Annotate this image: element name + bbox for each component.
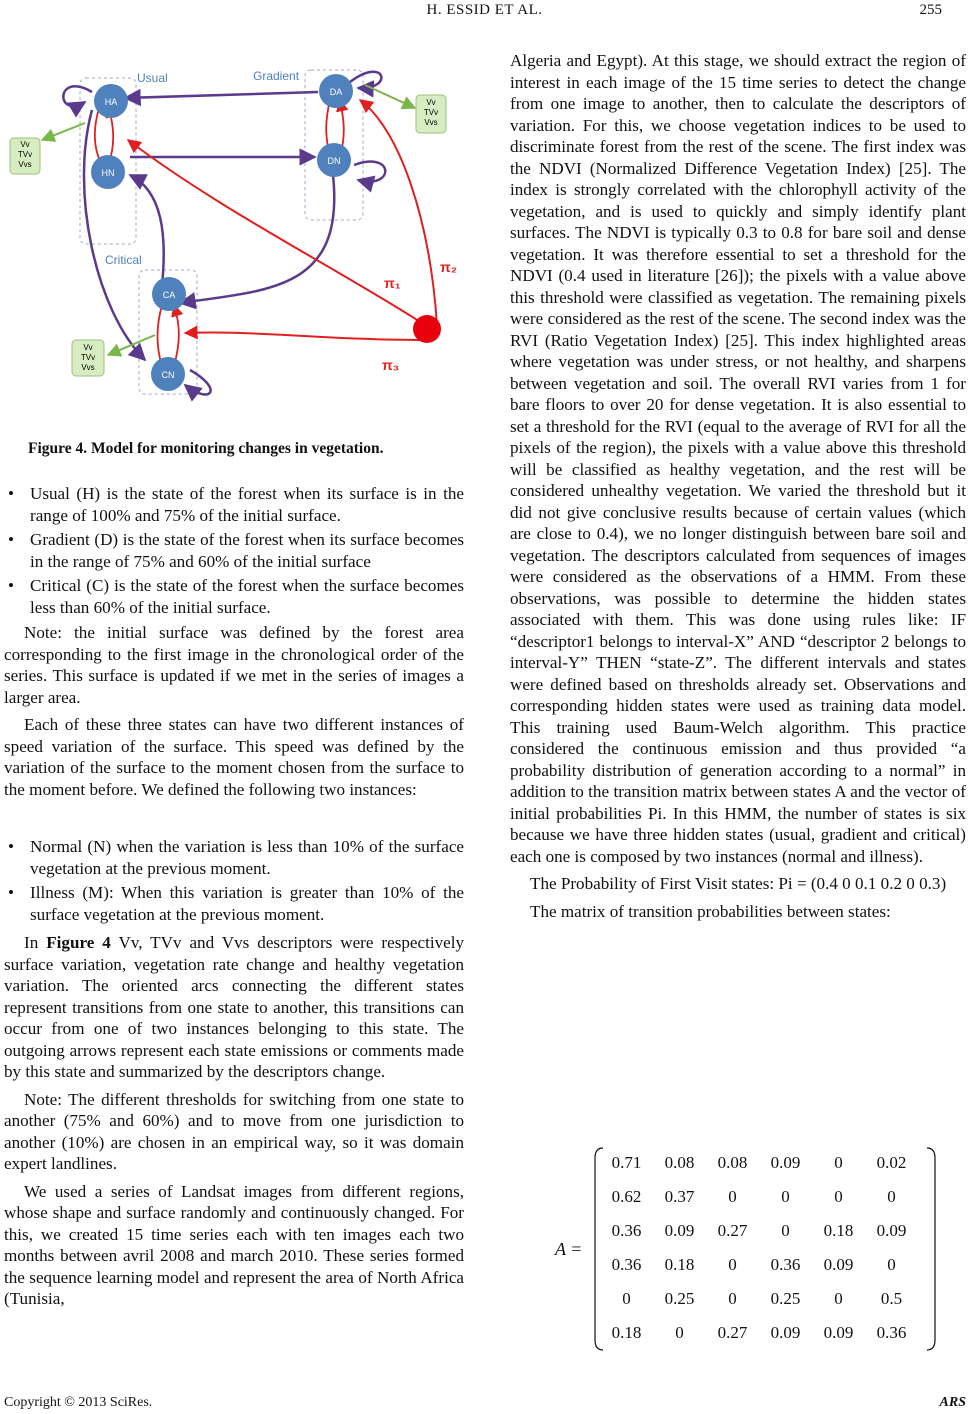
- matrix-row: [600, 1248, 918, 1282]
- list-item: • Usual (H) is the state of the forest when its surface is in the range of 100% and 75% of the initial surface.: [4, 483, 464, 526]
- cn-obs-arrow: [108, 335, 155, 355]
- matrix-row: [600, 1180, 918, 1214]
- matrix-cell: 0.27: [717, 1323, 748, 1342]
- svg-text:Vv: Vv: [83, 343, 93, 352]
- paragraph: The matrix of transition probabilities between states:: [530, 901, 891, 921]
- svg-text:DN: DN: [327, 156, 341, 166]
- matrix-cell: 0.25: [664, 1289, 695, 1308]
- matrix-row: [600, 1316, 918, 1350]
- node-ca: [152, 277, 186, 311]
- svg-text:CA: CA: [162, 290, 176, 300]
- cn-self-loop: [185, 370, 211, 394]
- svg-text:TVv: TVv: [80, 353, 96, 362]
- list-item: • Normal (N) when the variation is less than 10% of the surface vegetation at the previous moment.: [4, 836, 464, 879]
- matrix-cell: 0.09: [664, 1221, 695, 1240]
- figure-reference: Figure 4: [46, 933, 111, 952]
- matrix-cell: 0.37: [664, 1187, 695, 1206]
- paragraph: Algeria and Egypt). At this stage, we should extract the region of interest in each image of the 15 time series to detect the change from one image to another, then to calculate the descriptors of variation. For this, we choose vegetation indices to be used to discriminate forest from the rest of the scene. The first index was the NDVI (Normalized Difference Vegetation Index) [25]. The index is strongly correlated with the chlorophyll activity of the vegetation, and is used to quickly and simply identify plant surfaces. The NDVI is typically 0.3 to 0.8 for bare soil and dense vegetation. It was therefore essential to set a threshold for the NDVI (0.4 used in literature [26]); the pixels with a value above this threshold were classified as vegetation. The remaining pixels were considered as the rest of the scene. The second index was the RVI (Ratio Vegetation Index) [25]. This index highlighted areas where vegetation was under stress, or not healthy, and sharpens between vegetation and soil. The overall RVI varies from 1 for bare floors to over 20 for dense vegetation. It is also essential to set a threshold for the RVI (equal to the average of RVI for all the pixels of the region), the pixels with a value above this threshold will be classified as healthy vegetation, and the rest will be considered unhealthy vegetation. We varied the threshold but it did not give conclusive results because of certain values (which are close to 0.4), we no longer distinguish between bare soil and vegetation. The descriptors calculated from sequences of images were considered as the observations of a HMM. From these observations, was possible to determine the hidden states associated with them. This was done using rules like: IF “descriptor1 belongs to interval-X” AND “descriptor 2 belongs to interval-Y” THEN “state-Z”. The different intervals and states were defined based on thresholds already set. Observations and corresponding hidden states were used as training data model. This training used Baum-Welch algorithm. This practice considered the continuous emission and thus provided “a probability distribution of generation according to a normal” in addition to the transition matrix between states A and the vector of initial probabilities Pi. In this HMM, the number of states is six because we have three hidden states (usual, gradient and critical) each one is composed by two instances (normal and illness).: [510, 51, 966, 866]
- right-column: [510, 50, 966, 922]
- state-definitions-list: [4, 483, 464, 621]
- pi1-label: π₁: [384, 275, 401, 291]
- matrix-cell: 0: [834, 1153, 843, 1172]
- node-dn: [317, 143, 351, 177]
- svg-text:Vv: Vv: [426, 98, 436, 107]
- matrix-cell: 0.09: [876, 1221, 907, 1240]
- dn-to-ca-arc: [180, 175, 334, 303]
- usual-label: Usual: [137, 71, 168, 85]
- matrix-cell: 0: [834, 1187, 843, 1206]
- node-da: [319, 74, 353, 108]
- matrix-cell: 0: [728, 1255, 737, 1274]
- instance-definitions-list: [4, 836, 464, 928]
- transition-matrix: [555, 1146, 925, 1352]
- da-obs-arrow: [365, 85, 415, 108]
- matrix-cell: 0.36: [876, 1323, 907, 1342]
- start-node: [413, 315, 441, 343]
- matrix-row: [600, 1146, 918, 1180]
- page-number: 255: [919, 2, 942, 18]
- matrix-label: A =: [555, 1239, 583, 1259]
- left-col-note: [4, 622, 464, 800]
- journal-abbrev: ARS: [939, 1395, 966, 1410]
- svg-text:HN: HN: [101, 168, 115, 178]
- list-item: • Critical (C) is the state of the forest when the surface becomes less than 60% of the initial surface.: [4, 575, 464, 618]
- matrix-cell: 0.18: [823, 1221, 854, 1240]
- matrix-cell: 0: [887, 1187, 896, 1206]
- svg-text:Vvs: Vvs: [81, 363, 95, 372]
- matrix-cell: 0: [834, 1289, 843, 1308]
- ha-self-loop: [63, 86, 92, 106]
- matrix-cell: 0: [781, 1221, 790, 1240]
- paragraph: In Figure 4 Vv, TVv and Vvs descriptors were respectively surface variation, vegetation rate change and healthy vegetation variation. The oriented arcs connecting the different states represent transitions from one state to another, this transitions can occur from one of two instances belonging to this state. The outgoing arrows represent each state emissions or comments made by this state and summarized by the descriptors change.: [4, 933, 464, 1081]
- svg-text:TVv: TVv: [17, 150, 33, 159]
- page-footer: [4, 1395, 966, 1411]
- matrix-cell: 0: [887, 1255, 896, 1274]
- pi3-arc: [185, 332, 420, 340]
- svg-text:HA: HA: [104, 97, 118, 107]
- list-item: • Gradient (D) is the state of the forest when its surface becomes in the range of 75% and 60% of the initial surface: [4, 529, 464, 572]
- matrix-cell: 0.62: [611, 1187, 642, 1206]
- paragraph: The Probability of First Visit states: Pi = (0.4 0 0.1 0.2 0 0.3): [530, 874, 947, 893]
- obs-box-right: [416, 95, 446, 133]
- svg-text:DA: DA: [329, 87, 343, 97]
- left-col-body: [4, 932, 464, 1310]
- node-hn: [91, 155, 125, 189]
- paragraph: Note: the initial surface was defined by the forest area corresponding to the first image in the chronological order of the series. This surface is updated if we met in the series of images a larger area.: [4, 623, 464, 707]
- matrix-right-bracket: [925, 1146, 937, 1352]
- pi2-label: π₂: [440, 259, 457, 275]
- figure-caption: Figure 4. Model for monitoring changes in vegetation.: [28, 440, 384, 457]
- paragraph: Note: The different thresholds for switching from one state to another (75% and 60%) and to move from one jurisdiction to another (10%) are chosen in an empirical way, so it was domain expert landlines.: [4, 1089, 464, 1173]
- critical-label: Critical: [105, 253, 142, 267]
- matrix-cell: 0: [781, 1187, 790, 1206]
- svg-text:Vv: Vv: [20, 140, 30, 149]
- paragraph: Each of these three states can have two different instances of speed variation of the surface. This speed was defined by the variation of the surface to the moment chosen from the surface to the moment before. We defined the following two instances:: [4, 715, 464, 799]
- matrix-cell: 0.02: [876, 1153, 907, 1172]
- matrix-cell: 0.08: [664, 1153, 695, 1172]
- obs-box-left: [10, 138, 40, 174]
- matrix-cell: 0.5: [880, 1289, 903, 1308]
- svg-text:Vvs: Vvs: [424, 118, 438, 127]
- matrix-cell: 0.09: [823, 1323, 854, 1342]
- matrix-cell: 0: [728, 1187, 737, 1206]
- node-cn: [151, 357, 185, 391]
- matrix-cell: 0.71: [611, 1153, 642, 1172]
- matrix-cell: 0.25: [770, 1289, 801, 1308]
- matrix-cell: 0.09: [770, 1153, 801, 1172]
- matrix-cell: 0.09: [823, 1255, 854, 1274]
- ca-cn-red-arc: [157, 305, 178, 366]
- matrix-cell: 0.08: [717, 1153, 748, 1172]
- matrix-cell: 0.36: [611, 1221, 642, 1240]
- svg-text:Vvs: Vvs: [18, 160, 32, 169]
- svg-text:TVv: TVv: [423, 108, 439, 117]
- running-header: [27, 0, 942, 26]
- copyright-text: Copyright © 2013 SciRes.: [4, 1395, 153, 1410]
- matrix-cell: 0: [728, 1289, 737, 1308]
- hn-obs-arrow: [42, 123, 85, 140]
- da-to-ha-arc: [125, 92, 318, 98]
- matrix-row: [600, 1214, 918, 1248]
- list-item: • Illness (M): When this variation is greater than 10% of the surface vegetation at the previous moment.: [4, 882, 464, 925]
- running-header-authors: H. ESSID ET AL.: [426, 2, 543, 18]
- matrix-cell: 0.36: [611, 1255, 642, 1274]
- dn-self-loop: [354, 162, 385, 182]
- node-ha: [94, 84, 128, 118]
- matrix-row: [600, 1282, 918, 1316]
- matrix-cell: 0.27: [717, 1221, 748, 1240]
- matrix-cell: 0.18: [611, 1323, 642, 1342]
- matrix-cell: 0: [675, 1323, 684, 1342]
- paragraph: We used a series of Landsat images from different regions, whose shape and surface randomly and continuously changed. For this, we created 15 time series each with ten images each two months between avril 2008 and march 2010. These series formed the sequence learning model and represent the area of North Africa (Tunisia,: [4, 1181, 464, 1308]
- pi3-label: π₃: [382, 357, 400, 373]
- figure-4-hmm-diagram: [0, 40, 470, 425]
- matrix-table: [600, 1146, 918, 1350]
- matrix-cell: 0.09: [770, 1323, 801, 1342]
- obs-box-bottom: [72, 340, 104, 376]
- gradient-label: Gradient: [253, 69, 300, 83]
- matrix-cell: 0.36: [770, 1255, 801, 1274]
- svg-text:CN: CN: [161, 370, 175, 380]
- matrix-cell: 0: [622, 1289, 631, 1308]
- matrix-cell: 0.18: [664, 1255, 695, 1274]
